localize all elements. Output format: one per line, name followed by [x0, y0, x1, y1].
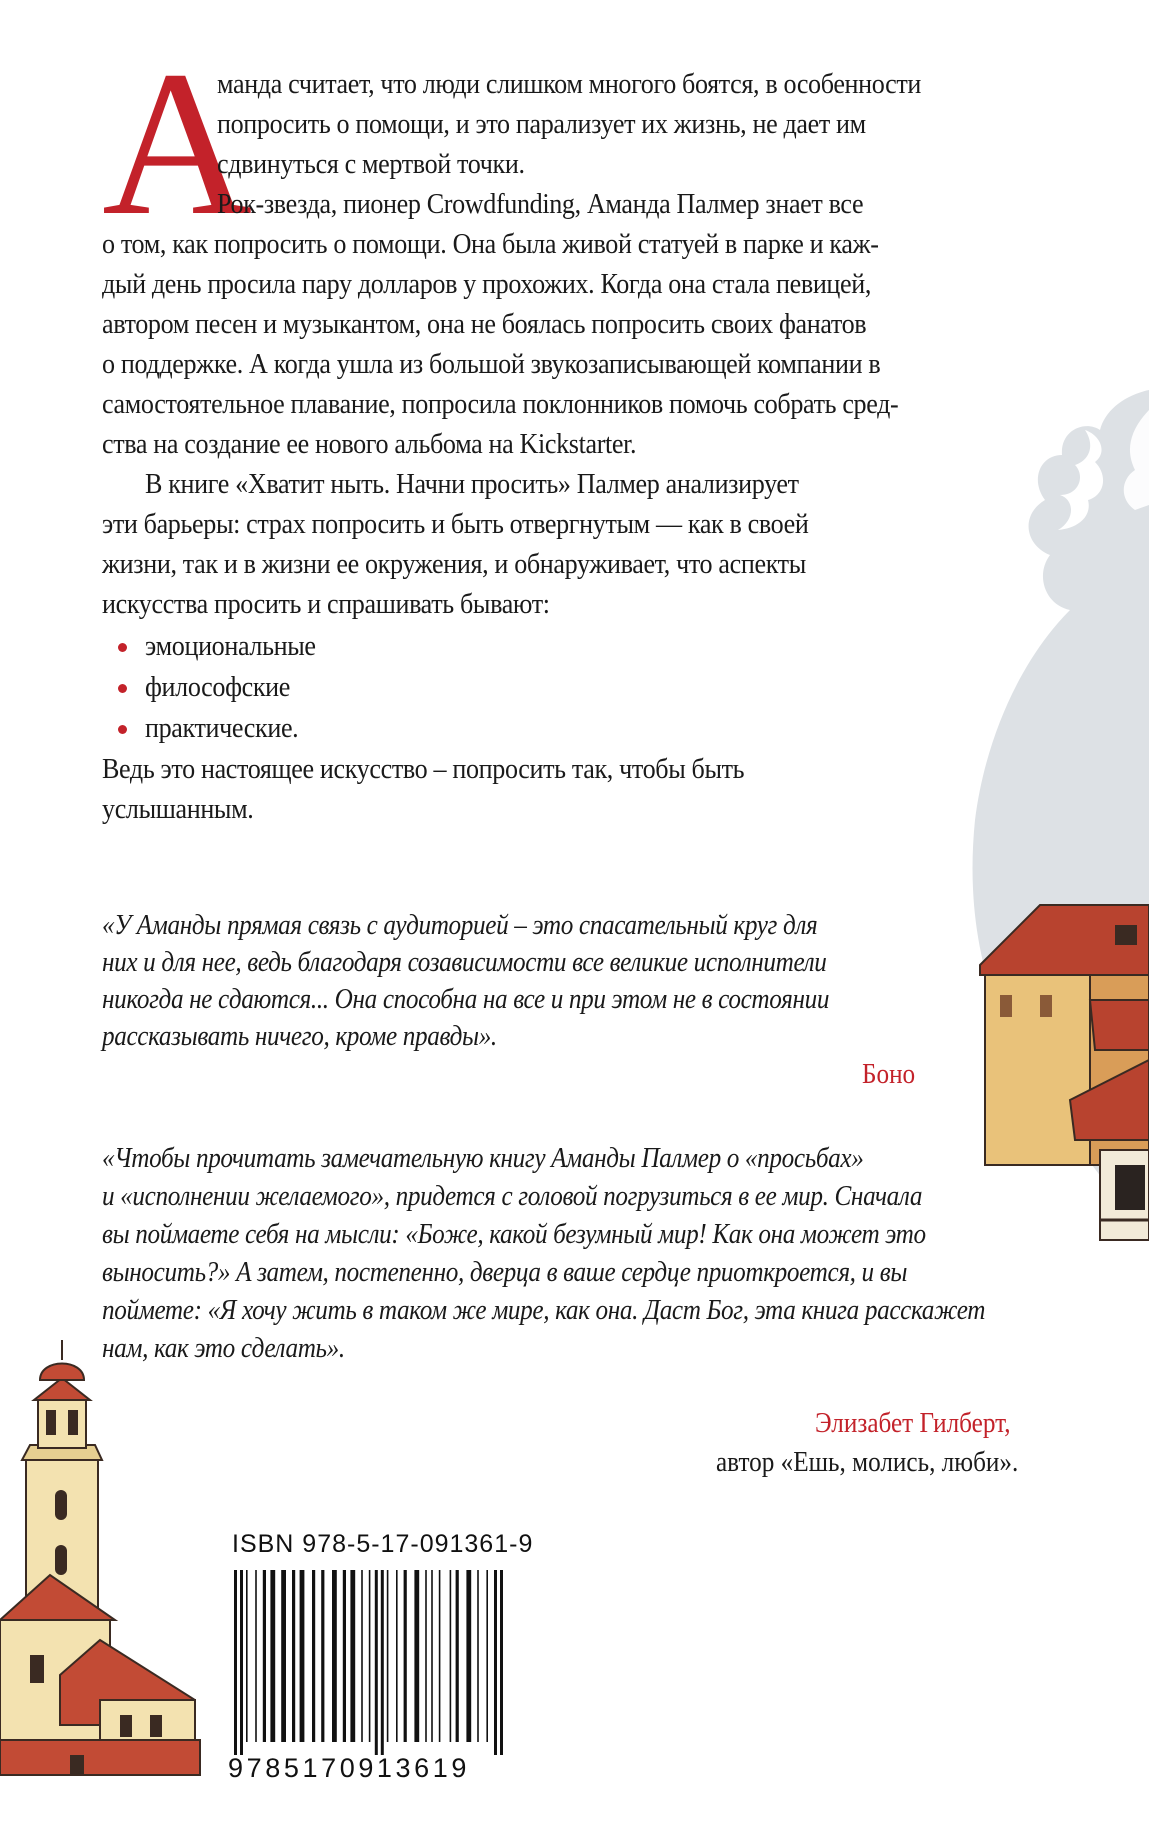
barcode-bar	[270, 1570, 275, 1742]
barcode-bar	[431, 1570, 433, 1742]
barcode-bar	[281, 1570, 286, 1742]
quote-line: рассказывать ничего, кроме правды».	[102, 1021, 497, 1052]
intro-line: попросить о помощи, и это парализует их жизнь, не дает им	[217, 108, 866, 140]
intro-line: искусства просить и спрашивать бывают:	[102, 588, 550, 620]
intro-line: ства на создание ее нового альбома на Kickstarter.	[102, 428, 637, 460]
barcode-bar	[486, 1570, 488, 1742]
barcode-bar	[387, 1570, 389, 1742]
barcode-bar	[381, 1570, 384, 1755]
closing-line: услышанным.	[102, 793, 254, 825]
tower-illustration-left	[0, 1340, 200, 1775]
quote-line: «У Аманды прямая связь с аудиторией – это спасательный круг для	[102, 910, 818, 941]
drop-cap: А	[102, 28, 253, 258]
barcode-bar	[321, 1570, 324, 1742]
barcode-bar	[332, 1570, 337, 1742]
intro-line: автором песен и музыкантом, она не боялась попросить своих фанатов	[102, 308, 867, 340]
barcode-bar	[466, 1570, 471, 1742]
bullet-dot	[118, 684, 127, 693]
quote-line: них и для нее, ведь благодаря созависимости все великие исполнители	[102, 947, 827, 978]
closing-line: Ведь это настоящее искусство – попросить так, чтобы быть	[102, 753, 745, 785]
barcode-bar	[263, 1570, 266, 1742]
barcode-bar	[456, 1570, 459, 1742]
barcode-bar	[414, 1570, 419, 1742]
intro-line: В книге «Хватит ныть. Начни просить» Палмер анализирует	[145, 468, 799, 500]
quote-author-note: автор «Ешь, молись, люби».	[716, 1447, 1019, 1478]
quote-line: нам, как это сделать».	[102, 1333, 345, 1364]
bullet-item: эмоциональные	[145, 630, 316, 662]
quote-line: «Чтобы прочитать замечательную книгу Аманды Палмер о «просьбах»	[102, 1143, 864, 1174]
quote-line: и «исполнении желаемого», придется с головой погрузиться в ее мир. Сначала	[102, 1181, 923, 1212]
barcode-bar	[246, 1570, 248, 1742]
barcode	[228, 1570, 520, 1755]
barcode-bar	[494, 1570, 497, 1755]
bullet-item: философские	[145, 671, 291, 703]
barcode-bar	[425, 1570, 427, 1742]
intro-line: дый день просила пару долларов у прохожих. Когда она стала певицей,	[102, 268, 872, 300]
bullet-dot	[118, 643, 127, 652]
barcode-bar	[240, 1570, 243, 1755]
intro-line: эти барьеры: страх попросить и быть отвергнутым — как в своей	[102, 508, 809, 540]
barcode-bar	[450, 1570, 452, 1742]
barcode-bar	[477, 1570, 479, 1742]
isbn-label: ISBN 978-5-17-091361-9	[232, 1530, 534, 1558]
houses-illustration-right	[980, 905, 1149, 1240]
intro-line: о поддержке. А когда ушла из большой звукозаписывающей компании в	[102, 348, 881, 380]
intro-line: жизни, так и в жизни ее окружения, и обнаруживает, что аспекты	[102, 548, 806, 580]
bullet-item: практические.	[145, 712, 299, 744]
intro-line: самостоятельное плавание, попросила поклонников помочь собрать сред-	[102, 388, 899, 420]
barcode-bar	[255, 1570, 257, 1742]
quote-line: никогда не сдаются... Она способна на все и при этом не в состоянии	[102, 984, 830, 1015]
barcode-bar	[500, 1570, 503, 1755]
barcode-bar	[292, 1570, 295, 1742]
barcode-bars	[228, 1570, 520, 1755]
barcode-bar	[312, 1570, 315, 1742]
intro-line: о том, как попросить о помощи. Она была живой статуей в парке и каж-	[102, 228, 879, 260]
barcode-bar	[375, 1570, 378, 1755]
barcode-bar	[396, 1570, 398, 1742]
intro-line: Рок-звезда, пионер Crowdfunding, Аманда Палмер знает все	[217, 188, 864, 220]
intro-line: сдвинуться с мертвой точки.	[217, 148, 525, 180]
quote-author: Боно	[862, 1059, 916, 1090]
barcode-bar	[361, 1570, 363, 1742]
barcode-bar	[350, 1570, 355, 1742]
barcode-bar	[300, 1570, 305, 1742]
barcode-bar	[404, 1570, 407, 1742]
barcode-bar	[439, 1570, 441, 1742]
intro-line: манда считает, что люди слишком многого боятся, в особенности	[217, 68, 921, 100]
quote-line: выносить?» А затем, постепенно, дверца в ваше сердце приоткроется, и вы	[102, 1257, 908, 1288]
barcode-bar	[343, 1570, 346, 1742]
barcode-bar	[234, 1570, 237, 1755]
quote-line: поймете: «Я хочу жить в таком же мире, как она. Даст Бог, эта книга расскажет	[102, 1295, 986, 1326]
barcode-bar	[369, 1570, 371, 1742]
bullet-dot	[118, 725, 127, 734]
quote-author: Элизабет Гилберт,	[815, 1408, 1011, 1439]
barcode-digits: 9785170913619	[228, 1753, 471, 1783]
quote-line: вы поймаете себя на мысли: «Боже, какой безумный мир! Как она может это	[102, 1219, 926, 1250]
